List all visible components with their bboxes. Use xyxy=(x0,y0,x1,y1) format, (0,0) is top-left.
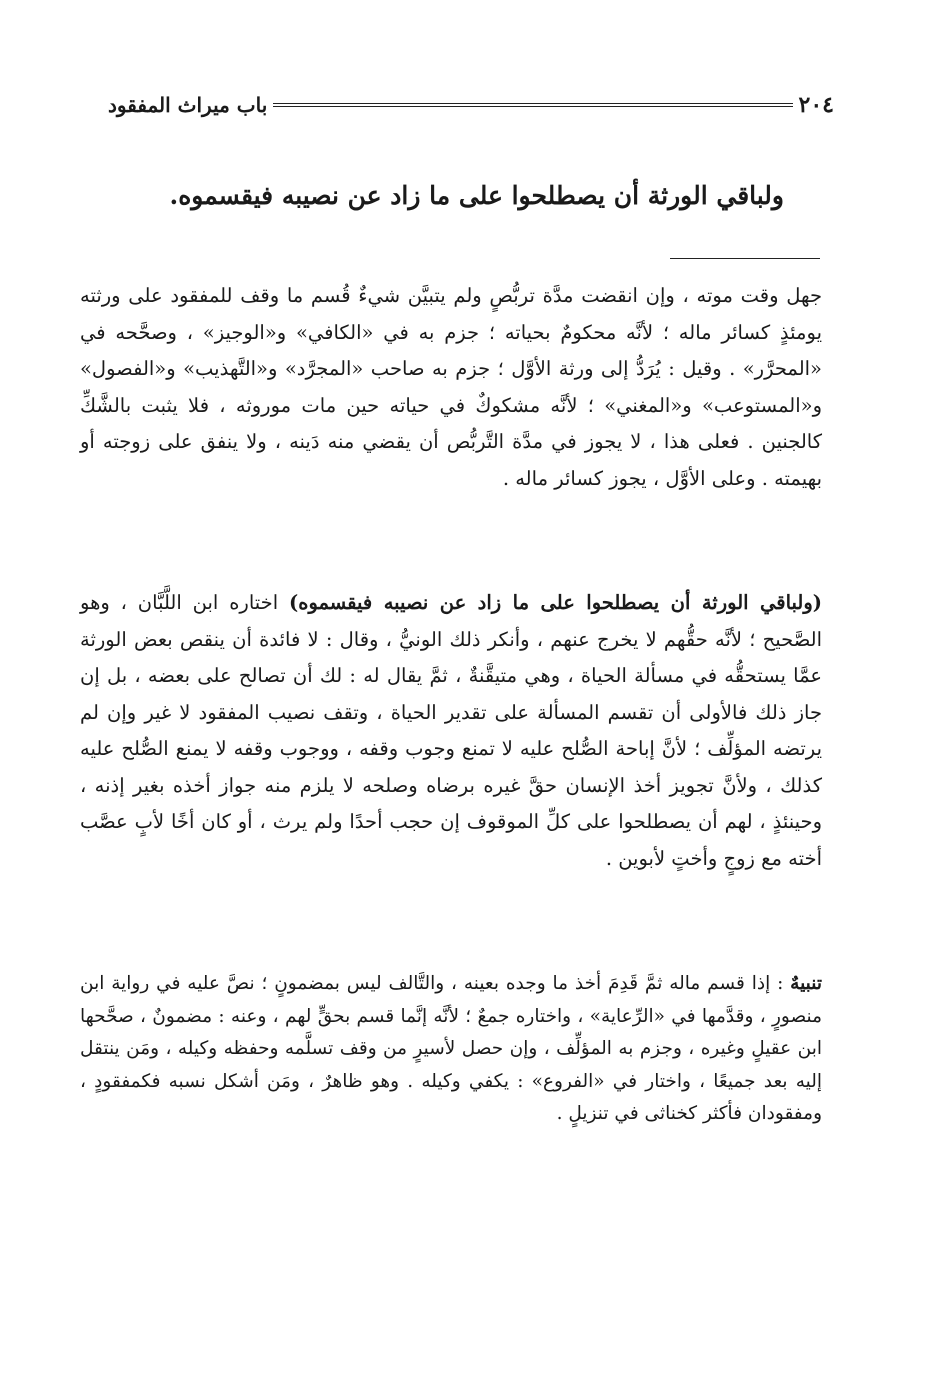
commentary-paragraph-2 xyxy=(80,585,822,877)
separator-rule xyxy=(670,258,820,259)
note-heading: تنبيهٌ xyxy=(790,973,822,994)
note-text: : إذا قسم ماله ثمَّ قَدِمَ أخذ ما وجده بعينه ، والتَّالف ليس بمضمونٍ ؛ نصَّ عليه في رواية ابن منصورٍ ، وقدَّمها في «الرِّعاية» ، واختاره جمعٌ ؛ لأنَّه إنَّما قسم بحقٍّ لهم ، وعنه : مضمونٌ ، صحَّحها ابن عقيلٍ وغيره ، وجزم به المؤلِّف ، وإن حصل لأسيرٍ من وقف تسلَّمه وحفظه وكيله ، ومَن ينتقل إليه بعد جميعًا ، واختار في «الفروع» : يكفي وكيله . وهو ظاهرٌ ، ومَن أشكل نسبه فكمفقودٍ ، ومفقودان فأكثر كخناثى في تنزيلٍ . xyxy=(80,973,822,1125)
commentary-paragraph-1: جهل وقت موته ، وإن انقضت مدَّة تربُّصٍ ولم يتبيَّن شيءٌ قُسم ما وقف للمفقود على ورثته يومئذٍ كسائر ماله ؛ لأنَّه محكومٌ بحياته ؛ جزم به في «الكافي» و«الوجيز» ، وصحَّحه في «المحرَّر» . وقيل : يُرَدُّ إلى ورثة الأوَّل ؛ جزم به صاحب «المجرَّد» و«التَّهذيب» و«الفصول» و«المستوعب» و«المغني» ؛ لأنَّه مشكوكٌ في حياته حين مات موروثه ، فلا يثبت بالشَّكِّ كالجنين . فعلى هذا ، لا يجوز في مدَّة التَّربُّص أن يقضي منه دَينه ، ولا ينفق على زوجته أو بهيمته . وعلى الأوَّل ، يجوز كسائر ماله . xyxy=(80,284,822,490)
main-text: ولباقي الورثة أن يصطلحوا على ما زاد عن نصيبه فيقسموه. xyxy=(169,181,784,210)
page-number: ٢٠٤ xyxy=(798,92,834,118)
quoted-matn: (ولباقي الورثة أن يصطلحوا على ما زاد عن نصيبه فيقسموه) xyxy=(289,591,823,614)
header-rule xyxy=(273,103,792,107)
note-paragraph xyxy=(80,968,822,1131)
running-title: باب ميراث المفقود xyxy=(108,93,268,117)
running-header xyxy=(98,88,844,122)
commentary-text: اختاره ابن اللَّبَّان ، وهو الصَّحيح ؛ لأنَّه حقُّهم لا يخرج عنهم ، وأنكر ذلك الونيُّ ، وقال : لا فائدة أن ينقص بعض الورثة عمَّا يستحقُّه في مسألة الحياة ، وهي متيقَّنةٌ ، ثمَّ يقال له : لك أن تصالح على بعضه ، بل إن جاز ذلك فالأولى أن تقسم المسألة على تقدير الحياة ، وتقف نصيب المفقود لا غير وإن لم يرتضه المؤلِّف ؛ لأنَّ إباحة الصُّلح عليه لا تمنع وجوب وقفه ، ووجوب وقفه لا يمنع الصُّلح عليه كذلك ، ولأنَّ تجويز أخذ الإنسان حقَّ غيره برضاه وصلحه لا يلزم منه جواز أخذه بغير إذنه ، وحينئذٍ ، لهم أن يصطلحوا على كلِّ الموقوف إن حجب أحدًا ولم يرث ، أو كان أخًا لأبٍ عصَّب أخته مع زوجٍ وأختٍ لأبوين . xyxy=(80,591,822,870)
